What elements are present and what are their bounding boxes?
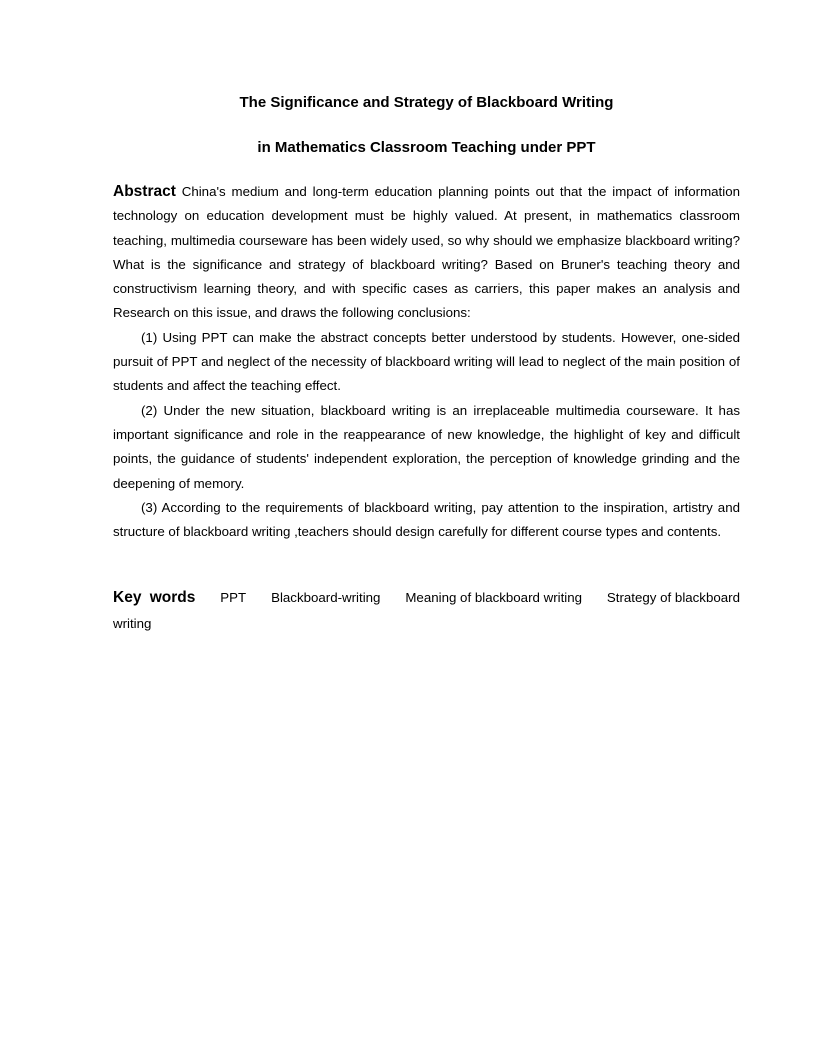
keyword-continuation: writing <box>113 616 152 631</box>
keywords-label: Key words <box>113 589 196 606</box>
keyword-item: Meaning of blackboard writing <box>405 590 583 605</box>
keyword-item: Blackboard-writing <box>271 590 381 605</box>
keywords-row <box>113 585 740 611</box>
keyword-item: Strategy of blackboard <box>606 590 740 605</box>
keywords-section <box>113 585 740 637</box>
abstract-section <box>113 180 740 544</box>
conclusion-paragraph-1: (1) Using PPT can make the abstract concepts better understood by students. However, one-sided pursuit of PPT and neglect of the necessity of blackboard writing will lead to neglect of the main position of students and affect the teaching effect. <box>113 329 740 394</box>
paper-title-line-1: The Significance and Strategy of Blackboard Writing <box>239 94 614 111</box>
conclusion-paragraph-3: (3) According to the requirements of blackboard writing, pay attention to the inspiration, artistry and structure of blackboard writing ,teachers should design carefully for different course types and contents. <box>113 499 740 540</box>
paper-title-line-2: in Mathematics Classroom Teaching under PPT <box>257 139 596 156</box>
abstract-label: Abstract <box>113 183 176 200</box>
conclusion-paragraph-2: (2) Under the new situation, blackboard writing is an irreplaceable multimedia courseware. It has important significance and role in the reappearance of new knowledge, the highlight of key and difficult points, the guidance of students' independent exploration, the perception of knowledge grinding and the deepening of memory. <box>113 402 740 491</box>
abstract-intro-paragraph <box>113 180 740 326</box>
keyword-item: PPT <box>220 590 247 605</box>
abstract-intro-text: China's medium and long-term education planning points out that the impact of information technology on education development must be highly valued. At present, in mathematics classroom teaching, multimedia courseware has been widely used, so why should we emphasize blackboard writing? What is the significance and strategy of blackboard writing? Based on Bruner's teaching theory and constructivism learning theory, and with specific cases as carriers, this paper makes an analysis and Research on this issue, and draws the following conclusions: <box>113 184 740 321</box>
